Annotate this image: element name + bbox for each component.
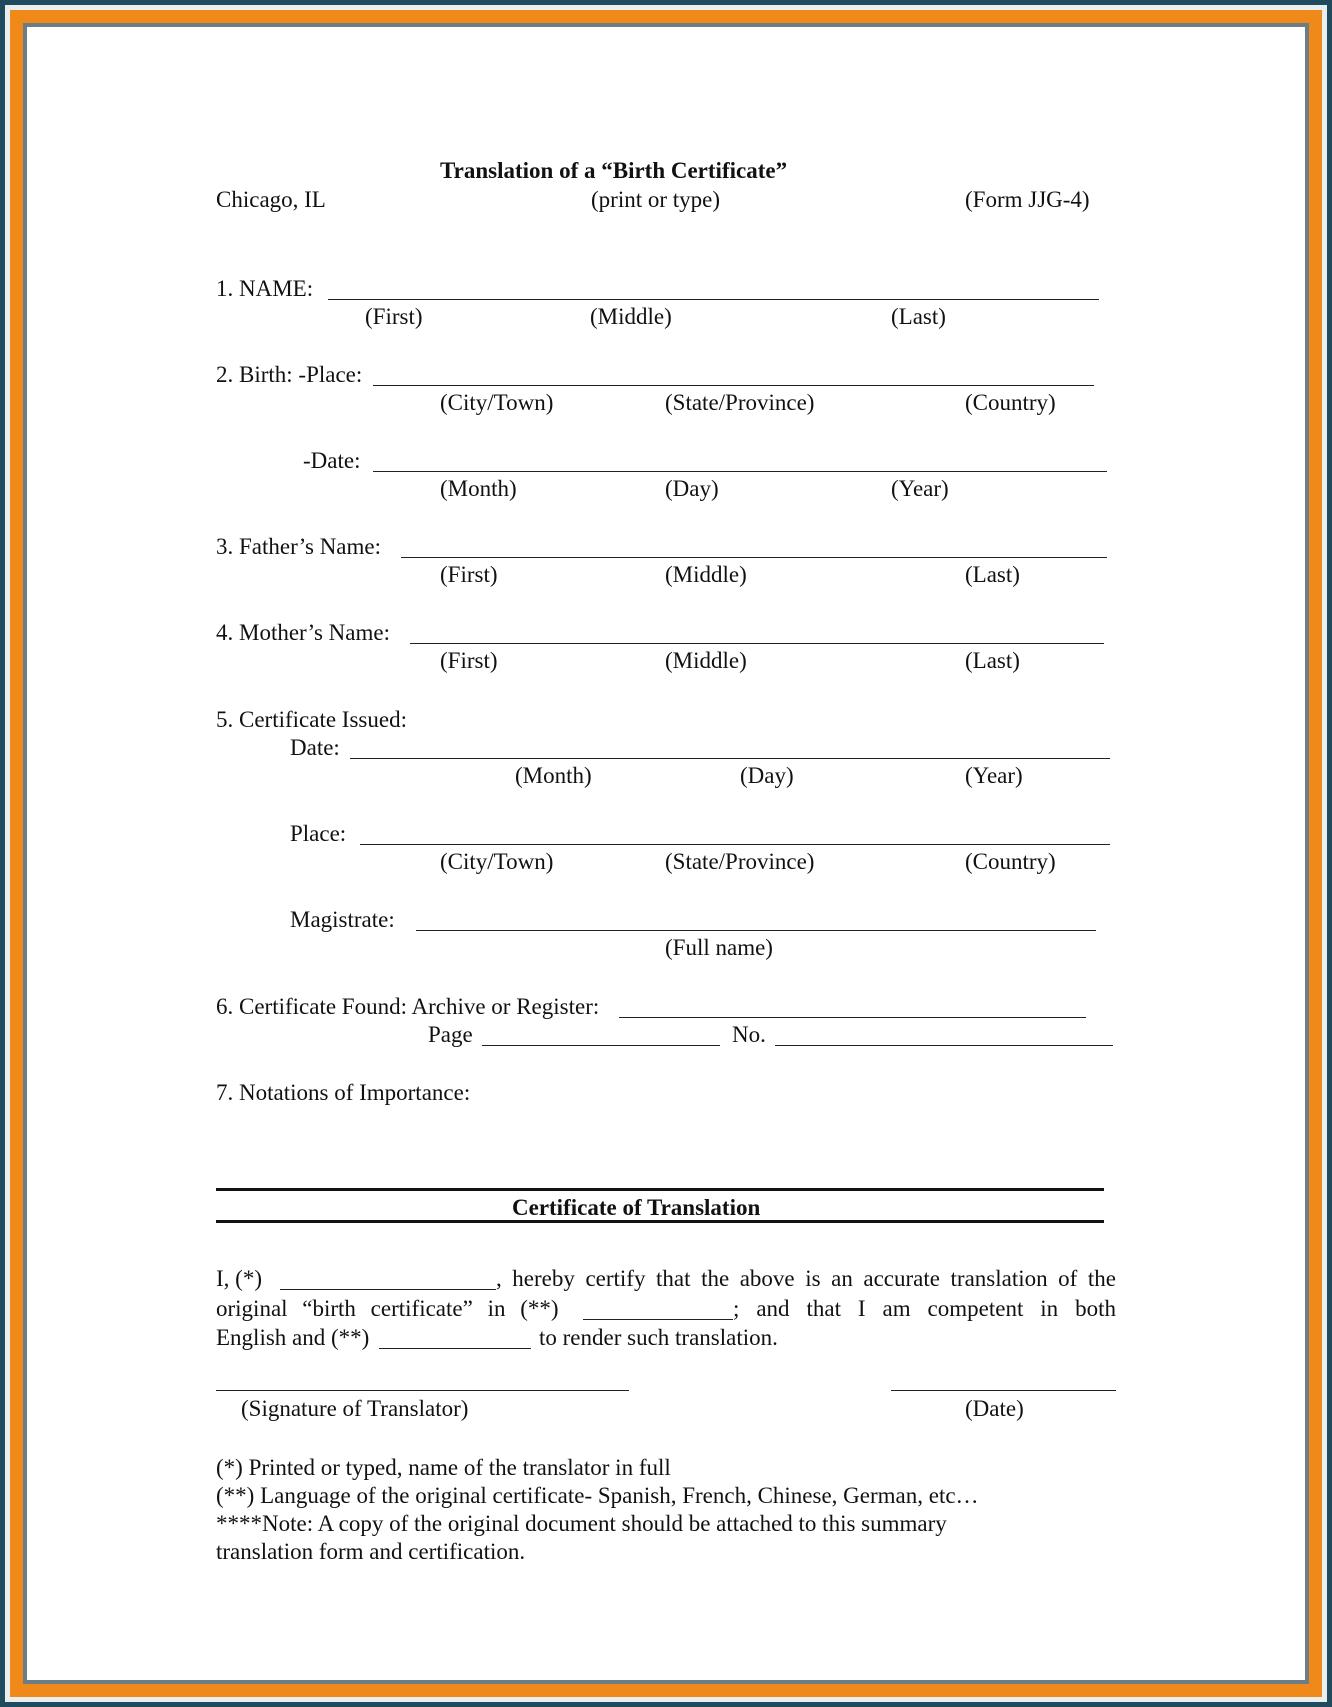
footnote-4: translation form and certification. bbox=[216, 1539, 526, 1564]
header-city: Chicago, IL bbox=[216, 187, 326, 212]
sublabel-state-province: (State/Province) bbox=[665, 390, 815, 415]
archive-register-line[interactable] bbox=[619, 1017, 1086, 1018]
footnote-3: ****Note: A copy of the original document should be attached to this summary bbox=[216, 1511, 947, 1536]
sublabel-year: (Year) bbox=[891, 476, 949, 501]
sublabel-country: (Country) bbox=[965, 390, 1056, 415]
sublabel-country: (Country) bbox=[965, 849, 1056, 874]
birth-place-label: 2. Birth: -Place: bbox=[216, 362, 363, 387]
father-name-label: 3. Father’s Name: bbox=[216, 534, 382, 559]
sublabel-day: (Day) bbox=[740, 763, 794, 788]
number-line[interactable] bbox=[775, 1045, 1113, 1046]
sublabel-middle: (Middle) bbox=[665, 562, 747, 587]
sublabel-city-town: (City/Town) bbox=[440, 849, 554, 874]
magistrate-label: Magistrate: bbox=[290, 907, 395, 932]
sublabel-first: (First) bbox=[365, 304, 423, 329]
issued-place-label: Place: bbox=[290, 821, 347, 846]
cert-line3-start: English and (**) bbox=[216, 1325, 370, 1350]
number-label: No. bbox=[732, 1022, 766, 1047]
cert-found-label: 6. Certificate Found: Archive or Register: bbox=[216, 994, 600, 1019]
issued-date-label: Date: bbox=[290, 735, 340, 760]
translator-name-line[interactable] bbox=[280, 1289, 496, 1290]
sublabel-middle: (Middle) bbox=[590, 304, 672, 329]
sublabel-year: (Year) bbox=[965, 763, 1023, 788]
sublabel-last: (Last) bbox=[965, 648, 1020, 673]
cert-line1-end: , hereby certify that the above is an accurate translation of the bbox=[496, 1266, 1116, 1291]
document-page bbox=[27, 27, 1305, 1680]
sublabel-city-town: (City/Town) bbox=[440, 390, 554, 415]
sublabel-month: (Month) bbox=[440, 476, 517, 501]
sublabel-state-province: (State/Province) bbox=[665, 849, 815, 874]
mother-name-label: 4. Mother’s Name: bbox=[216, 620, 390, 645]
cert-line1-start: I, (*) bbox=[216, 1266, 262, 1291]
notations-label: 7. Notations of Importance: bbox=[216, 1080, 471, 1105]
birth-place-line[interactable] bbox=[373, 385, 1094, 386]
cert-line2-start: original “birth certificate” in (**) bbox=[216, 1296, 559, 1321]
father-name-line[interactable] bbox=[401, 557, 1107, 558]
header-instruction: (print or type) bbox=[591, 187, 721, 212]
mother-name-line[interactable] bbox=[410, 643, 1104, 644]
signature-line[interactable] bbox=[216, 1390, 629, 1391]
section-divider-bottom bbox=[216, 1220, 1104, 1223]
sublabel-full-name: (Full name) bbox=[665, 935, 773, 960]
page-label: Page bbox=[428, 1022, 473, 1047]
sublabel-day: (Day) bbox=[665, 476, 719, 501]
date-line[interactable] bbox=[891, 1390, 1116, 1391]
sublabel-first: (First) bbox=[440, 648, 498, 673]
sublabel-month: (Month) bbox=[515, 763, 592, 788]
name-label: 1. NAME: bbox=[216, 276, 314, 301]
sublabel-middle: (Middle) bbox=[665, 648, 747, 673]
cert-issued-label: 5. Certificate Issued: bbox=[216, 707, 407, 732]
issued-place-line[interactable] bbox=[360, 844, 1110, 845]
certificate-heading: Certificate of Translation bbox=[512, 1195, 761, 1220]
section-divider-top bbox=[216, 1188, 1104, 1191]
english-language-line[interactable] bbox=[379, 1348, 531, 1349]
page-line[interactable] bbox=[482, 1045, 720, 1046]
source-language-line[interactable] bbox=[583, 1319, 733, 1320]
signature-label: (Signature of Translator) bbox=[241, 1396, 469, 1421]
magistrate-line[interactable] bbox=[416, 930, 1096, 931]
birth-date-line[interactable] bbox=[373, 471, 1107, 472]
header-form-id: (Form JJG-4) bbox=[965, 187, 1090, 212]
name-line[interactable] bbox=[328, 299, 1099, 300]
sublabel-first: (First) bbox=[440, 562, 498, 587]
date-label: (Date) bbox=[965, 1396, 1024, 1421]
cert-line2-end: ; and that I am competent in both bbox=[733, 1296, 1116, 1321]
birth-date-label: -Date: bbox=[303, 448, 361, 473]
footnote-2: (**) Language of the original certificate- Spanish, French, Chinese, German, etc… bbox=[216, 1483, 979, 1508]
issued-date-line[interactable] bbox=[350, 758, 1110, 759]
sublabel-last: (Last) bbox=[891, 304, 946, 329]
document-title: Translation of a “Birth Certificate” bbox=[440, 158, 788, 183]
cert-line3-end: to render such translation. bbox=[539, 1325, 778, 1350]
sublabel-last: (Last) bbox=[965, 562, 1020, 587]
footnote-1: (*) Printed or typed, name of the translator in full bbox=[216, 1455, 671, 1480]
